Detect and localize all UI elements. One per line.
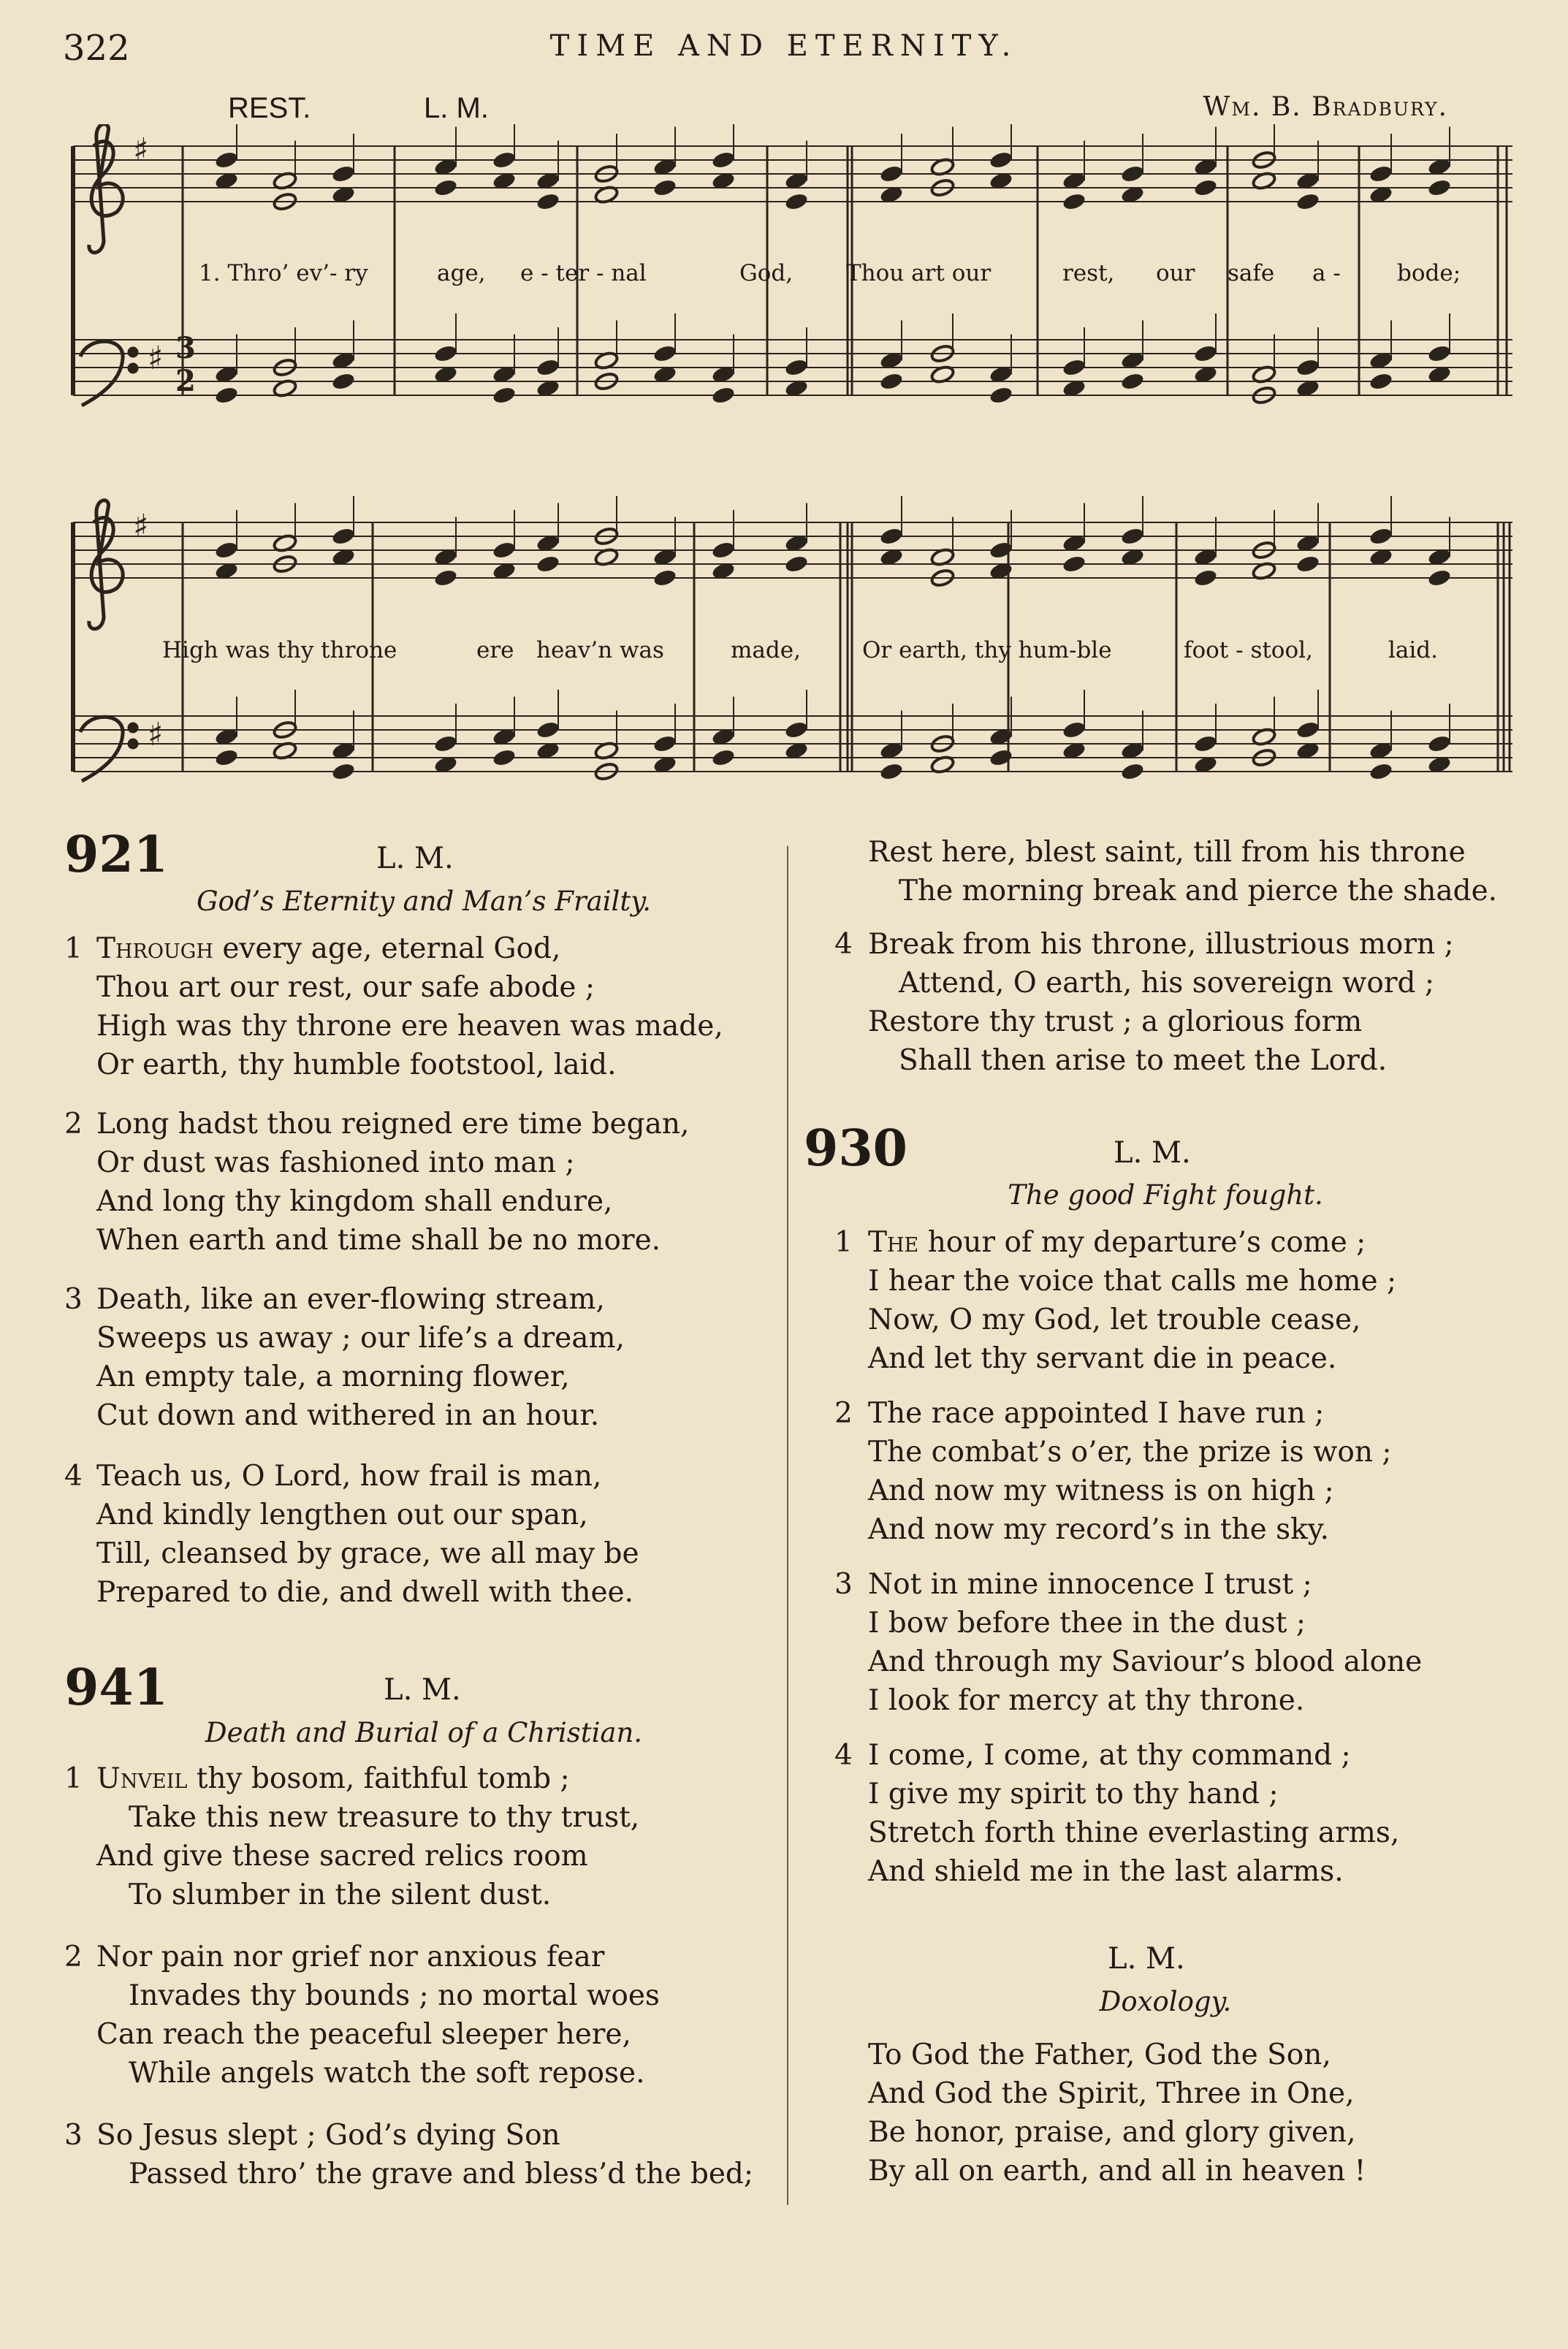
- note-head: [879, 371, 904, 391]
- note-head: [784, 357, 809, 377]
- note-head: [784, 554, 809, 574]
- note-head: [1062, 357, 1086, 377]
- note-head: [1120, 371, 1145, 391]
- note-head: [1369, 526, 1393, 546]
- verse-first-word: Unveil: [96, 1762, 188, 1795]
- sharp-sign-icon: [133, 132, 163, 753]
- verse-line: Shall then arise to meet the Lord.: [899, 1044, 1388, 1077]
- note-head: [989, 385, 1013, 405]
- lyric-syllable: bode;: [1397, 260, 1461, 286]
- verse-line: Invades thy bounds ; no mortal woes: [129, 1979, 660, 2012]
- verse-number: 4: [834, 1739, 853, 1772]
- lyric-syllable: our: [1156, 260, 1195, 286]
- note-head: [1062, 554, 1086, 574]
- verse-line: Nor pain nor grief nor anxious fear: [96, 1941, 605, 1973]
- time-signature: [175, 331, 196, 398]
- lyric-syllable: laid.: [1388, 637, 1439, 663]
- verse-number: 2: [64, 1108, 83, 1141]
- verse-number: 2: [64, 1941, 83, 1973]
- verse-line: And give these sacred relics room: [96, 1840, 588, 1873]
- verse-line: When earth and time shall be no more.: [96, 1224, 661, 1257]
- verse-line: To slumber in the silent dust.: [129, 1878, 552, 1911]
- lyric-syllable: ere: [476, 637, 514, 663]
- verse-line: I give my spirit to thy hand ;: [868, 1778, 1279, 1811]
- verse-number: 4: [64, 1460, 83, 1493]
- svg-text:♯: ♯: [133, 132, 149, 169]
- verse-line: Cut down and withered in an hour.: [96, 1399, 600, 1432]
- note-head: [492, 385, 517, 405]
- verse-line: An empty tale, a morning flower,: [96, 1360, 570, 1393]
- verse-line: And shield me in the last alarms.: [868, 1855, 1344, 1888]
- note-head: [331, 761, 356, 781]
- verse-line: Long hadst thou reigned ere time began,: [96, 1108, 690, 1141]
- page-number: 322: [63, 28, 130, 69]
- note-head: [1120, 526, 1145, 546]
- note-head: [214, 747, 239, 767]
- svg-text:♯: ♯: [148, 716, 164, 753]
- verse-line: Attend, O earth, his sovereign word ;: [899, 967, 1435, 1000]
- note-head: [1427, 343, 1452, 363]
- lyric-syllable: heav’n was: [536, 637, 664, 663]
- note-head: [433, 568, 458, 587]
- hymn-title: The good Fight fought.: [1008, 1179, 1323, 1211]
- lyric-syllable: 1. Thro’ ev’- ry: [199, 260, 368, 286]
- column-divider: [787, 846, 788, 2205]
- hymn-meter: L. M.: [384, 1673, 461, 1707]
- svg-text:♯: ♯: [148, 340, 164, 377]
- hymn-title: God’s Eternity and Man’s Frailty.: [196, 886, 651, 917]
- verse-line: Be honor, praise, and glory given,: [868, 2116, 1356, 2149]
- note-head: [536, 191, 560, 211]
- note-head: [652, 178, 677, 197]
- note-head: [433, 343, 458, 363]
- note-head: [652, 734, 677, 753]
- verse-line: The morning break and pierce the shade.: [899, 875, 1498, 907]
- note-head: [711, 540, 736, 560]
- verse-line: hour of my departure’s come ;: [927, 1226, 1366, 1259]
- verse-line: I look for mercy at thy throne.: [868, 1684, 1305, 1717]
- lyric-syllable: made,: [731, 637, 801, 663]
- verse-line: Prepared to die, and dwell with thee.: [96, 1576, 634, 1609]
- verse-first-word: The: [868, 1226, 919, 1259]
- verse-number: 3: [834, 1568, 853, 1601]
- verse-line: I bow before thee in the dust ;: [868, 1607, 1306, 1640]
- verse-line: I come, I come, at thy command ;: [868, 1739, 1351, 1772]
- lyric-syllable: foot - stool,: [1184, 637, 1313, 663]
- note-head: [1369, 371, 1393, 391]
- note-head: [879, 761, 904, 781]
- note-head: [1295, 720, 1320, 739]
- note-head: [492, 747, 517, 767]
- verse-line: And now my record’s in the sky.: [868, 1513, 1330, 1546]
- hymn-title: Death and Burial of a Christian.: [205, 1717, 643, 1748]
- tune-name: REST.: [228, 92, 311, 124]
- verse-line: While angels watch the soft repose.: [129, 2057, 645, 2090]
- note-head: [1062, 191, 1086, 211]
- verse-line: Not in mine innocence I trust ;: [868, 1568, 1312, 1601]
- svg-text:♯: ♯: [133, 508, 149, 545]
- note-head: [1193, 568, 1218, 587]
- note-head: [784, 720, 809, 739]
- verse-line: Or dust was fashioned into man ;: [96, 1146, 575, 1179]
- verse-line: Restore thy trust ; a glorious form: [868, 1005, 1363, 1038]
- verse-line: Passed thro’ the grave and bless’d the bed;: [129, 2158, 754, 2190]
- lyric-syllable: God,: [739, 260, 793, 286]
- note-head: [1369, 761, 1393, 781]
- note-head: [1427, 178, 1452, 197]
- verse-line: every age, eternal God,: [222, 932, 561, 965]
- doxology-lines: [868, 2036, 1526, 2190]
- note-head: [1193, 734, 1218, 753]
- verse-line: And now my witness is on high ;: [868, 1474, 1334, 1507]
- note-head: [1427, 568, 1452, 587]
- note-head: [433, 734, 458, 753]
- verse-line: By all on earth, and all in heaven !: [868, 2155, 1366, 2188]
- verse-line: The combat’s o’er, the prize is won ;: [868, 1436, 1392, 1469]
- lyric-syllable: safe: [1228, 260, 1275, 286]
- tune-meter: L. M.: [424, 92, 489, 124]
- verse-line: The race appointed I have run ;: [868, 1397, 1325, 1430]
- hymn-941-continued: [834, 833, 1526, 1080]
- note-head: [1120, 164, 1145, 183]
- verse-number: 1: [64, 1762, 83, 1795]
- note-head: [1295, 357, 1320, 377]
- verse-number: 1: [834, 1226, 853, 1259]
- verse-line: And kindly lengthen out our span,: [96, 1499, 588, 1531]
- verse-line: And God the Spirit, Three in One,: [868, 2077, 1355, 2110]
- verse-number: 3: [64, 2119, 83, 2152]
- verse-line: And long thy kingdom shall endure,: [96, 1185, 613, 1218]
- verse-line: Take this new treasure to thy trust,: [129, 1801, 640, 1834]
- svg-text:3: 3: [175, 331, 196, 365]
- verse-first-word: Through: [96, 932, 213, 965]
- verse-line: Death, like an ever-flowing stream,: [96, 1283, 605, 1316]
- note-head: [711, 747, 736, 767]
- note-head: [879, 164, 904, 183]
- verse-line: thy bosom, faithful tomb ;: [196, 1762, 570, 1795]
- verse-line: Thou art our rest, our safe abode ;: [96, 971, 595, 1004]
- note-head: [331, 526, 356, 546]
- note-head: [1193, 178, 1218, 197]
- note-head: [214, 540, 239, 560]
- hymn-number: 921: [64, 826, 168, 884]
- note-head: [711, 150, 736, 170]
- note-head: [492, 150, 517, 170]
- verse-line: Teach us, O Lord, how frail is man,: [96, 1460, 602, 1493]
- lyric-syllable: High was thy throne: [162, 637, 397, 663]
- lyric-syllable: age,: [437, 260, 486, 286]
- verse-number: 2: [834, 1397, 853, 1430]
- note-head: [331, 371, 356, 391]
- verse-line: Break from his throne, illustrious morn ;: [868, 928, 1454, 961]
- verse-line: Till, cleansed by grace, we all may be: [96, 1537, 639, 1570]
- verse-line: And through my Saviour’s blood alone: [868, 1645, 1423, 1678]
- note-head: [652, 568, 677, 587]
- verse-line: To God the Father, God the Son,: [868, 2038, 1331, 2071]
- hymn-title: Doxology.: [1099, 1986, 1232, 2017]
- hymn-meter: L. M.: [1108, 1942, 1185, 1976]
- note-head: [989, 150, 1013, 170]
- note-head: [1427, 734, 1452, 753]
- note-head: [784, 191, 809, 211]
- lyric-syllable: e - ter - nal: [520, 260, 647, 286]
- note-head: [1193, 343, 1218, 363]
- verse-number: 1: [64, 932, 83, 965]
- note-head: [989, 747, 1013, 767]
- verse-line: And let thy servant die in peace.: [868, 1342, 1337, 1375]
- running-title: TIME AND ETERNITY.: [549, 29, 1019, 63]
- hymn-number: 941: [64, 1659, 168, 1717]
- note-head: [1369, 164, 1393, 183]
- verse-line: I hear the voice that calls me home ;: [868, 1265, 1397, 1298]
- note-head: [536, 720, 560, 739]
- verse-line: Rest here, blest saint, till from his throne: [868, 836, 1466, 869]
- verse-line: So Jesus slept ; God’s dying Son: [96, 2119, 560, 2152]
- lyric-syllable: rest,: [1062, 260, 1115, 286]
- verse-number: 4: [834, 928, 853, 961]
- note-head: [214, 150, 239, 170]
- verse-line: Or earth, thy humble footstool, laid.: [96, 1048, 617, 1081]
- note-head: [331, 164, 356, 183]
- note-head: [879, 526, 904, 546]
- verse-line: Now, O my God, let trouble cease,: [868, 1303, 1361, 1336]
- note-head: [1120, 761, 1145, 781]
- note-head: [433, 178, 458, 197]
- hymn-number: 930: [804, 1119, 907, 1178]
- note-head: [1295, 191, 1320, 211]
- note-head: [1062, 720, 1086, 739]
- note-head: [711, 385, 736, 405]
- verse-line: Sweeps us away ; our life’s a dream,: [96, 1322, 625, 1355]
- verse-line: Can reach the peaceful sleeper here,: [96, 2018, 631, 2051]
- verse-number: 3: [64, 1283, 83, 1316]
- verse: [64, 929, 773, 1090]
- svg-text:2: 2: [175, 364, 196, 398]
- verse-line: High was thy throne ere heaven was made,: [96, 1010, 723, 1043]
- note-head: [652, 343, 677, 363]
- hymn-meter: L. M.: [376, 842, 454, 875]
- note-head: [536, 357, 560, 377]
- note-head: [492, 540, 517, 560]
- note-head: [536, 554, 560, 574]
- lyric-syllable: Or earth, thy hum-ble: [862, 637, 1112, 663]
- note-head: [1295, 554, 1320, 574]
- verse: [834, 925, 1526, 1080]
- lyric-syllable: Thou art our: [846, 260, 992, 286]
- lyric-syllable: a -: [1312, 260, 1341, 286]
- verse-line: Stretch forth thine everlasting arms,: [868, 1816, 1400, 1849]
- music-score: [66, 124, 1520, 826]
- hymn-meter: L. M.: [1114, 1136, 1191, 1170]
- note-head: [989, 540, 1013, 560]
- composer: Wm. B. Bradbury.: [1203, 92, 1448, 122]
- note-head: [214, 385, 239, 405]
